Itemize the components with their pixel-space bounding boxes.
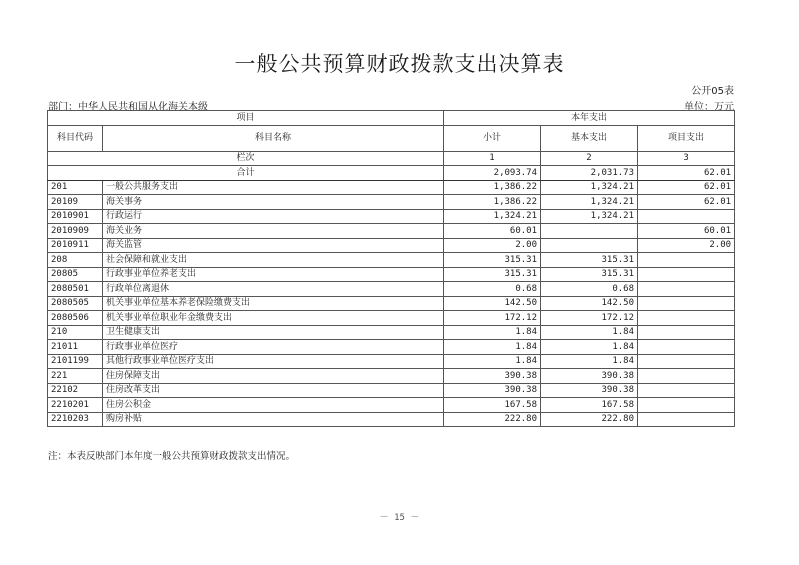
total-label: 合计 xyxy=(48,166,444,181)
total-project: 62.01 xyxy=(638,166,735,181)
table-row xyxy=(48,209,735,224)
project-expense-cell xyxy=(638,282,735,297)
table-row xyxy=(48,354,735,369)
subject-name-cell: 一般公共服务支出 xyxy=(103,180,444,195)
subject-code-cell: 2080501 xyxy=(48,282,103,297)
column-index-row xyxy=(48,151,735,166)
basic-expense-cell: 315.31 xyxy=(541,253,638,268)
subtotal-cell: 1,386.22 xyxy=(444,195,541,210)
header-row-top xyxy=(48,111,735,126)
basic-expense-cell xyxy=(541,224,638,239)
subject-code-cell: 22102 xyxy=(48,383,103,398)
subject-name-cell: 社会保障和就业支出 xyxy=(103,253,444,268)
page-number: － 15 － xyxy=(379,513,420,523)
subject-code-cell: 201 xyxy=(48,180,103,195)
subject-name-cell: 海关监管 xyxy=(103,238,444,253)
subtotal-cell: 1,324.21 xyxy=(444,209,541,224)
table-row xyxy=(48,369,735,384)
subtotal-cell: 60.01 xyxy=(444,224,541,239)
subtotal-cell: 390.38 xyxy=(444,383,541,398)
subtotal-cell: 2.00 xyxy=(444,238,541,253)
basic-expense-cell: 167.58 xyxy=(541,398,638,413)
table-row xyxy=(48,238,735,253)
subject-name-cell: 住房公积金 xyxy=(103,398,444,413)
table-row xyxy=(48,412,735,427)
project-expense-cell xyxy=(638,296,735,311)
basic-expense-cell: 0.68 xyxy=(541,282,638,297)
project-header: 项目 xyxy=(48,111,444,126)
project-expense-cell: 62.01 xyxy=(638,195,735,210)
subject-code-cell: 20109 xyxy=(48,195,103,210)
subtotal-cell: 1.84 xyxy=(444,340,541,355)
subject-code-cell: 2210201 xyxy=(48,398,103,413)
header-row-columns xyxy=(48,125,735,151)
project-expense-cell xyxy=(638,369,735,384)
project-expense-cell xyxy=(638,253,735,268)
basic-expense-cell: 172.12 xyxy=(541,311,638,326)
subject-name-cell: 卫生健康支出 xyxy=(103,325,444,340)
project-expense-cell xyxy=(638,383,735,398)
project-expense-cell xyxy=(638,267,735,282)
basic-expense-cell: 315.31 xyxy=(541,267,638,282)
subject-name-cell: 机关事业单位职业年金缴费支出 xyxy=(103,311,444,326)
subject-code-cell: 2080505 xyxy=(48,296,103,311)
table-row xyxy=(48,253,735,268)
subject-code-cell: 21011 xyxy=(48,340,103,355)
subject-code-cell: 2210203 xyxy=(48,412,103,427)
subject-name-cell: 机关事业单位基本养老保险缴费支出 xyxy=(103,296,444,311)
table-row xyxy=(48,296,735,311)
basic-expense-cell: 1.84 xyxy=(541,325,638,340)
subject-name-cell: 行政运行 xyxy=(103,209,444,224)
table-row xyxy=(48,180,735,195)
total-basic: 2,031.73 xyxy=(541,166,638,181)
basic-expense-cell: 1,324.21 xyxy=(541,180,638,195)
subject-name-cell: 行政事业单位养老支出 xyxy=(103,267,444,282)
subtotal-cell: 390.38 xyxy=(444,369,541,384)
table-row xyxy=(48,383,735,398)
subtotal-cell: 1.84 xyxy=(444,354,541,369)
project-expense-cell xyxy=(638,398,735,413)
project-expense-cell xyxy=(638,311,735,326)
subject-name-cell: 其他行政事业单位医疗支出 xyxy=(103,354,444,369)
subject-code-cell: 20805 xyxy=(48,267,103,282)
project-expense-header: 项目支出 xyxy=(638,125,735,151)
table-row xyxy=(48,267,735,282)
column-index-3: 3 xyxy=(638,151,735,166)
subject-code-cell: 221 xyxy=(48,369,103,384)
subtotal-cell: 0.68 xyxy=(444,282,541,297)
expenditure-table xyxy=(47,110,735,427)
table-row xyxy=(48,224,735,239)
project-expense-cell: 60.01 xyxy=(638,224,735,239)
subject-name-cell: 住房保障支出 xyxy=(103,369,444,384)
total-row xyxy=(48,166,735,181)
column-index-2: 2 xyxy=(541,151,638,166)
subtotal-header: 小计 xyxy=(444,125,541,151)
project-expense-cell xyxy=(638,325,735,340)
subject-name-cell: 行政单位离退休 xyxy=(103,282,444,297)
basic-expense-cell: 1.84 xyxy=(541,340,638,355)
subject-name-cell: 海关业务 xyxy=(103,224,444,239)
total-subtotal: 2,093.74 xyxy=(444,166,541,181)
table-note: 注：本表反映部门本年度一般公共预算财政拨款支出情况。 xyxy=(48,451,296,462)
project-expense-cell xyxy=(638,209,735,224)
subtotal-cell: 1.84 xyxy=(444,325,541,340)
subject-code-cell: 208 xyxy=(48,253,103,268)
column-index-label: 栏次 xyxy=(48,151,444,166)
table-row xyxy=(48,398,735,413)
table-row xyxy=(48,340,735,355)
basic-expense-cell: 1.84 xyxy=(541,354,638,369)
column-index-1: 1 xyxy=(444,151,541,166)
basic-expense-cell: 222.80 xyxy=(541,412,638,427)
table-row xyxy=(48,325,735,340)
subtotal-cell: 167.58 xyxy=(444,398,541,413)
subject-name-header: 科目名称 xyxy=(103,125,444,151)
basic-expense-cell: 390.38 xyxy=(541,383,638,398)
subject-code-cell: 2010909 xyxy=(48,224,103,239)
subject-code-header: 科目代码 xyxy=(48,125,103,151)
form-code: 公开05表 xyxy=(691,86,734,97)
subject-name-cell: 住房改革支出 xyxy=(103,383,444,398)
project-expense-cell: 2.00 xyxy=(638,238,735,253)
subtotal-cell: 315.31 xyxy=(444,253,541,268)
subtotal-cell: 315.31 xyxy=(444,267,541,282)
unit-label: 单位：万元 xyxy=(684,102,734,113)
current-year-expense-header: 本年支出 xyxy=(444,111,735,126)
subject-name-cell: 海关事务 xyxy=(103,195,444,210)
basic-expense-header: 基本支出 xyxy=(541,125,638,151)
project-expense-cell: 62.01 xyxy=(638,180,735,195)
project-expense-cell xyxy=(638,412,735,427)
project-expense-cell xyxy=(638,340,735,355)
subtotal-cell: 1,386.22 xyxy=(444,180,541,195)
subject-code-cell: 2080506 xyxy=(48,311,103,326)
subject-name-cell: 购房补贴 xyxy=(103,412,444,427)
table-row xyxy=(48,282,735,297)
subtotal-cell: 222.80 xyxy=(444,412,541,427)
project-expense-cell xyxy=(638,354,735,369)
subject-code-cell: 2010901 xyxy=(48,209,103,224)
subject-code-cell: 2010911 xyxy=(48,238,103,253)
basic-expense-cell: 142.50 xyxy=(541,296,638,311)
subject-code-cell: 210 xyxy=(48,325,103,340)
table-row xyxy=(48,195,735,210)
basic-expense-cell: 1,324.21 xyxy=(541,209,638,224)
department-label: 部门：中华人民共和国从化海关本级 xyxy=(48,102,208,113)
page-title: 一般公共预算财政拨款支出决算表 xyxy=(234,52,565,76)
table-row xyxy=(48,311,735,326)
basic-expense-cell: 390.38 xyxy=(541,369,638,384)
subject-code-cell: 2101199 xyxy=(48,354,103,369)
subtotal-cell: 172.12 xyxy=(444,311,541,326)
basic-expense-cell xyxy=(541,238,638,253)
subtotal-cell: 142.50 xyxy=(444,296,541,311)
subject-name-cell: 行政事业单位医疗 xyxy=(103,340,444,355)
basic-expense-cell: 1,324.21 xyxy=(541,195,638,210)
